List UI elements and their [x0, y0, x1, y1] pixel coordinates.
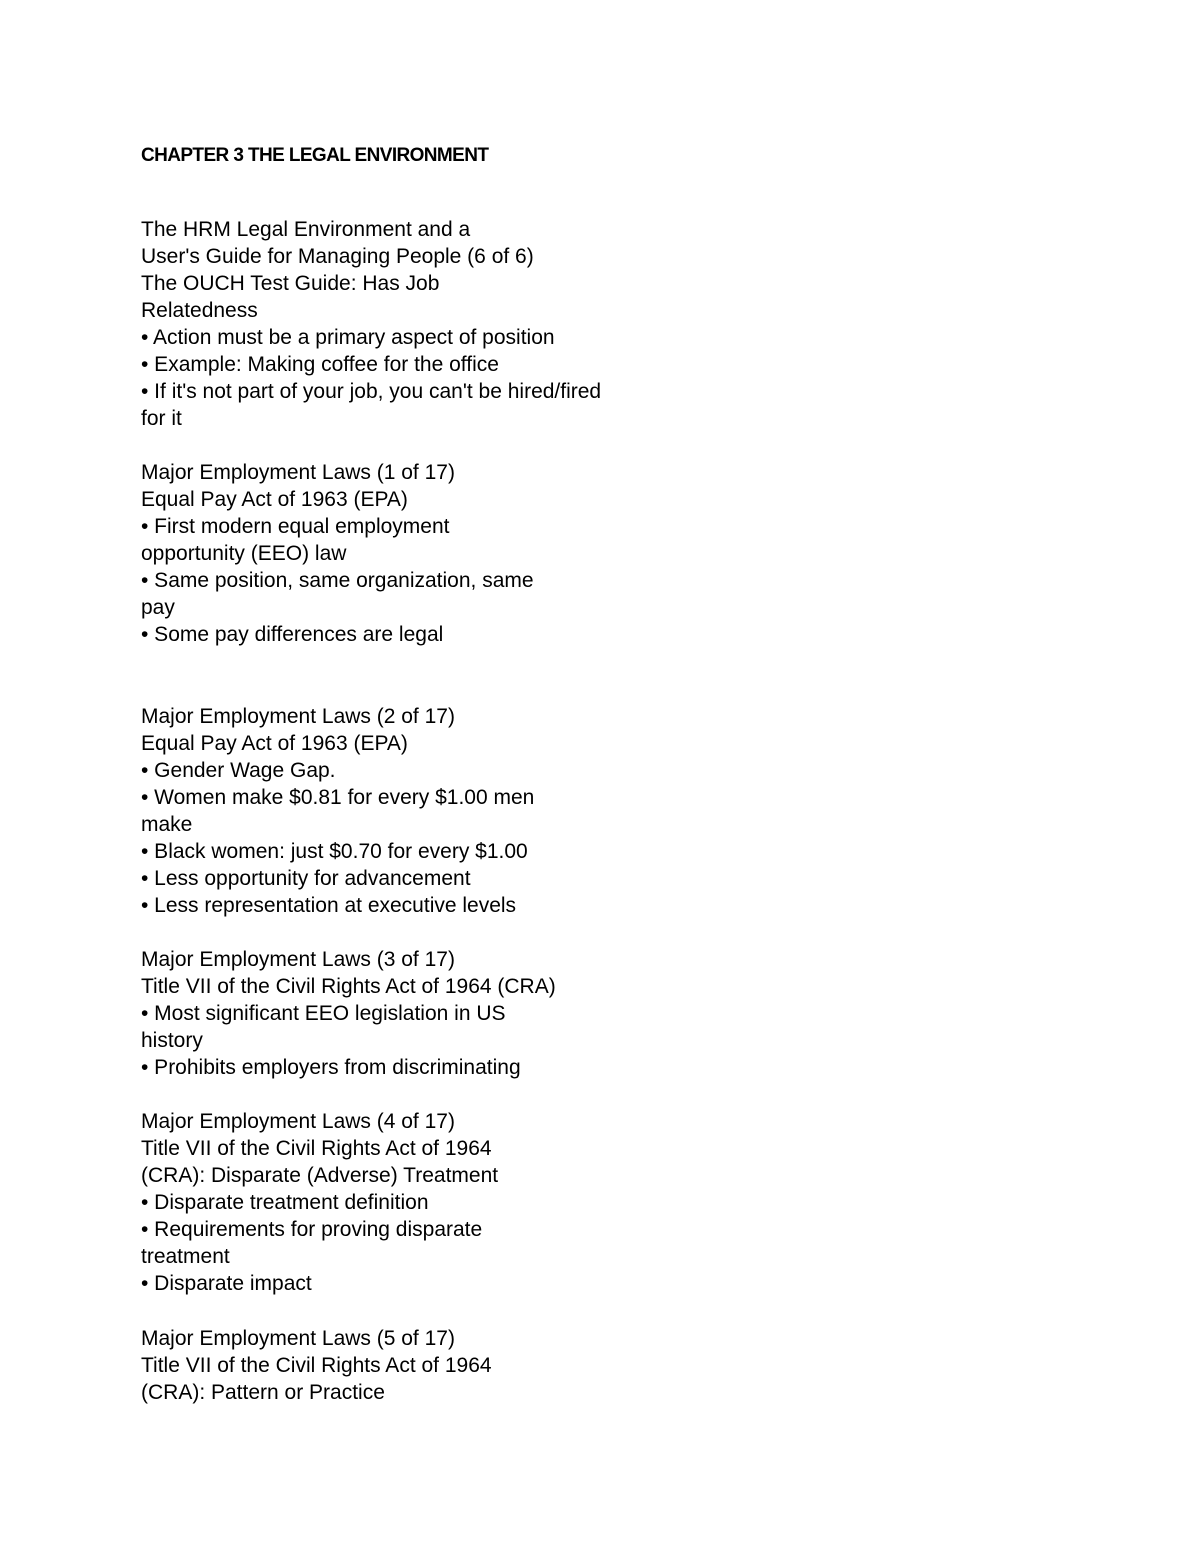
bullet-item: • Gender Wage Gap.	[141, 759, 336, 782]
section-employment-laws-4	[141, 1108, 498, 1297]
bullet-item: • Less opportunity for advancement	[141, 867, 471, 890]
section-employment-laws-3	[141, 946, 556, 1081]
chapter-title: CHAPTER 3 THE LEGAL ENVIRONMENT	[141, 145, 489, 166]
subheading: The OUCH Test Guide: Has Job	[141, 272, 440, 295]
bullet-item-continued: make	[141, 813, 193, 836]
section-heading: Major Employment Laws (4 of 17)	[141, 1110, 455, 1133]
section-heading: Major Employment Laws (1 of 17)	[141, 461, 455, 484]
subheading-continued: (CRA): Disparate (Adverse) Treatment	[141, 1164, 499, 1187]
subheading: Equal Pay Act of 1963 (EPA)	[141, 732, 408, 755]
section-heading: Major Employment Laws (2 of 17)	[141, 705, 455, 728]
bullet-item-continued: for it	[141, 407, 182, 430]
bullet-item: • Disparate impact	[141, 1272, 312, 1295]
section-employment-laws-1	[141, 459, 534, 648]
bullet-item: • First modern equal employment	[141, 515, 450, 538]
subheading-continued: Relatedness	[141, 299, 258, 322]
bullet-item: • Example: Making coffee for the office	[141, 353, 499, 376]
subheading-continued: (CRA): Pattern or Practice	[141, 1381, 385, 1404]
subheading: Title VII of the Civil Rights Act of 1964 (CRA)	[141, 975, 556, 998]
subheading: Title VII of the Civil Rights Act of 1964	[141, 1354, 492, 1377]
bullet-item-continued: pay	[141, 596, 175, 619]
section-heading: The HRM Legal Environment and a	[141, 218, 471, 241]
section-employment-laws-2	[141, 703, 534, 919]
bullet-item: • Action must be a primary aspect of position	[141, 326, 555, 349]
section-heading: Major Employment Laws (5 of 17)	[141, 1327, 455, 1350]
bullet-item: • If it's not part of your job, you can't be hired/fired	[141, 380, 602, 403]
bullet-item: • Requirements for proving disparate	[141, 1218, 483, 1241]
bullet-item: • Prohibits employers from discriminating	[141, 1056, 521, 1079]
bullet-item: • Most significant EEO legislation in US	[141, 1002, 506, 1025]
bullet-item-continued: history	[141, 1029, 203, 1052]
bullet-item: • Disparate treatment definition	[141, 1191, 429, 1214]
bullet-item: • Less representation at executive levels	[141, 894, 517, 917]
bullet-item-continued: opportunity (EEO) law	[141, 542, 347, 565]
bullet-item: • Some pay differences are legal	[141, 623, 444, 646]
section-heading: Major Employment Laws (3 of 17)	[141, 948, 455, 971]
subheading: Equal Pay Act of 1963 (EPA)	[141, 488, 408, 511]
bullet-item: • Women make $0.81 for every $1.00 men	[141, 786, 535, 809]
bullet-item-continued: treatment	[141, 1245, 230, 1268]
section-employment-laws-5	[141, 1325, 492, 1406]
section-heading-continued: User's Guide for Managing People (6 of 6)	[141, 245, 534, 268]
bullet-item: • Same position, same organization, same	[141, 569, 534, 592]
subheading: Title VII of the Civil Rights Act of 1964	[141, 1137, 492, 1160]
bullet-item: • Black women: just $0.70 for every $1.00	[141, 840, 528, 863]
section-hrm-legal-environment	[141, 216, 601, 432]
